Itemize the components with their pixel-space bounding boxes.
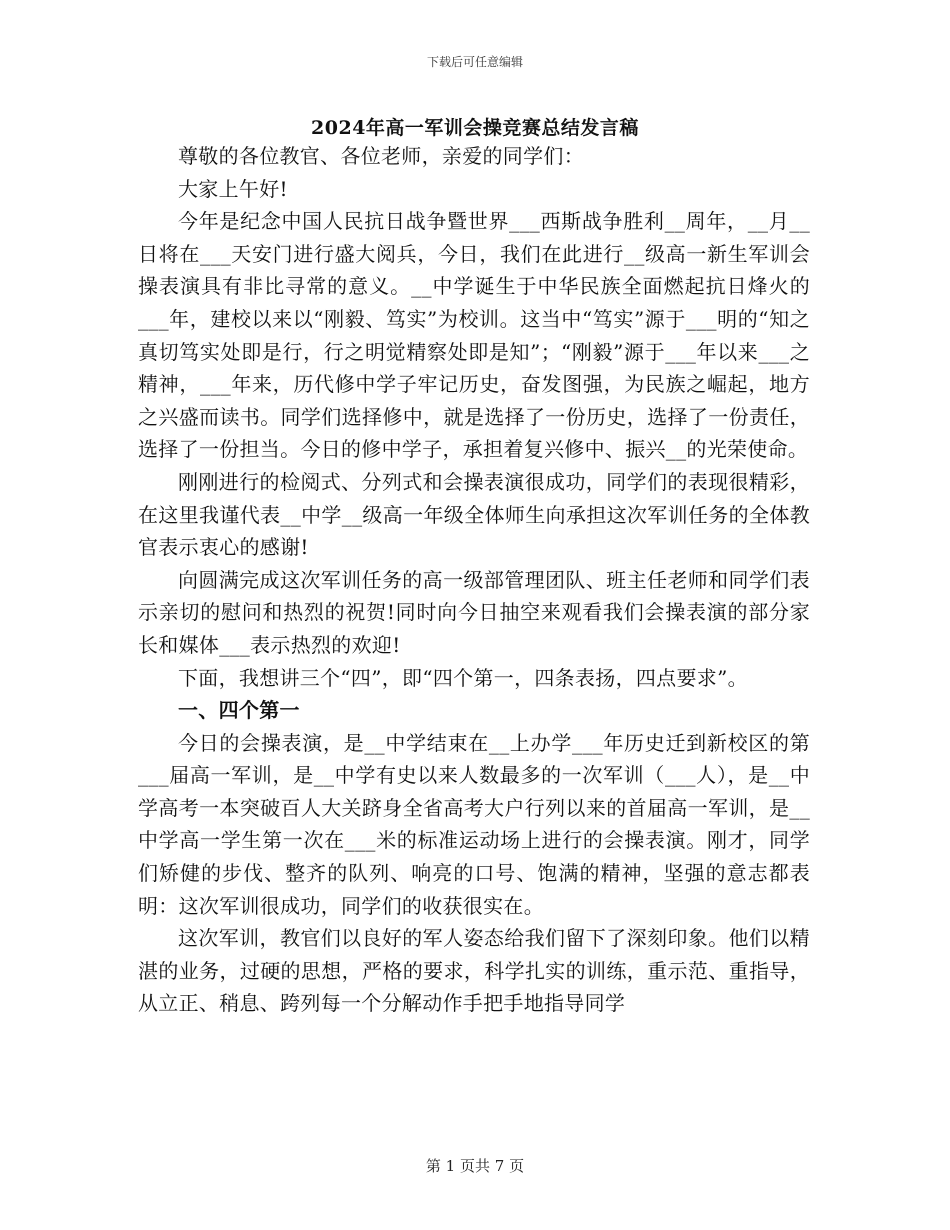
body-paragraph: 下面，我想讲三个“四”，即“四个第一，四条表扬，四点要求”。 bbox=[178, 665, 748, 690]
document-body bbox=[138, 140, 810, 1020]
body-paragraph: 这次军训，教官们以良好的军人姿态给我们留下了深刻印象。他们以精湛的业务，过硬的思想，严格的要求，科学扎实的训练，重示范、重指导，从立正、稍息、跨列每一个分解动作手把手地指导同学 bbox=[138, 926, 810, 1016]
document-title: 2024年高一军训会操竞赛总结发言稿 bbox=[311, 117, 639, 139]
section-heading: 一、四个第一 bbox=[178, 698, 300, 723]
body-paragraph: 向圆满完成这次军训任务的高一级部管理团队、班主任老师和同学们表示亲切的慰问和热烈的祝贺!同时向今日抽空来观看我们会操表演的部分家长和媒体___表示热烈的欢迎! bbox=[138, 567, 810, 657]
page-footer: 第 1 页共 7 页 bbox=[425, 1157, 525, 1175]
greeting: 大家上午好! bbox=[178, 176, 288, 201]
salutation: 尊敬的各位教官、各位老师，亲爱的同学们： bbox=[178, 144, 584, 168]
body-paragraph: 刚刚进行的检阅式、分列式和会操表演很成功，同学们的表现很精彩，在这里我谨代表__中学__级高一年级全体师生向承担这次军训任务的全体教官表示衷心的感谢! bbox=[138, 469, 810, 560]
body-paragraph: 今日的会操表演，是__中学结束在__上办学___年历史迁到新校区的第___届高一军训，是__中学有史以来人数最多的一次军训（___人），是__中学高考一本突破百人大关跻身全省高考大户行列以来的首届高一军训，是__中学高一学生第一次在___米的标准运动场上进行的会操表演。刚才，同学们矫健的步伐、整齐的队列、响亮的口号、饱满的精神，坚强的意志都表明：这次军训很成功，同学们的收获很实在。 bbox=[138, 730, 810, 918]
body-paragraph: 今年是纪念中国人民抗日战争暨世界___西斯战争胜利__周年，__月__日将在___天安门进行盛大阅兵，今日，我们在此进行__级高一新生军训会操表演具有非比寻常的意义。__中学诞生于中华民族全面燃起抗日烽火的___年，建校以来以“刚毅、笃实”为校训。这当中“笃实”源于___明的“知之真切笃实处即是行，行之明觉精察处即是知”；“刚毅”源于___年以来___之精神，___年来，历代修中学子牢记历史，奋发图强，为民族之崛起，地方之兴盛而读书。同学们选择修中，就是选择了一份历史，选择了一份责任，选择了一份担当。今日的修中学子，承担着复兴修中、振兴__的光荣使命。 bbox=[138, 209, 810, 462]
header-note: 下载后可任意编辑 bbox=[426, 55, 523, 69]
